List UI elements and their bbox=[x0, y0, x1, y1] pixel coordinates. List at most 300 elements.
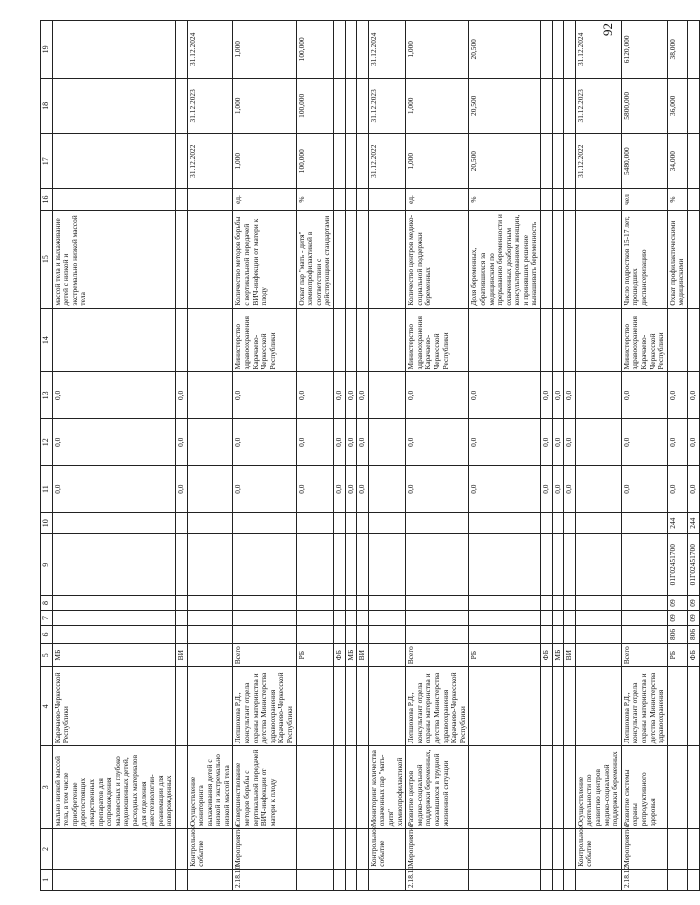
cell-col-13 bbox=[368, 372, 405, 419]
cell-col-2 bbox=[345, 829, 357, 869]
cell-col-8 bbox=[406, 596, 469, 611]
cell-col-12: 0,0 bbox=[52, 419, 175, 466]
cell-col-3 bbox=[564, 746, 576, 829]
cell-col-19 bbox=[552, 21, 564, 79]
cell-col-3: Осуществление деятельности по развитию центров медико-социальной поддержки беременных bbox=[575, 746, 621, 829]
cell-col-9 bbox=[552, 534, 564, 596]
cell-col-3 bbox=[357, 746, 369, 829]
cell-col-14 bbox=[469, 308, 541, 372]
cell-col-1 bbox=[357, 869, 369, 890]
column-number-10: 10 bbox=[41, 513, 53, 534]
table-row bbox=[296, 21, 333, 891]
cell-col-17: 1,000 bbox=[233, 134, 296, 189]
cell-col-3: Осуществление мониторинга выхаживания детей с низкой и экстремально низкой массой тела bbox=[187, 746, 233, 829]
table-row bbox=[187, 21, 233, 891]
cell-col-18 bbox=[175, 78, 187, 133]
cell-col-5: РБ bbox=[296, 643, 333, 666]
cell-col-17: 100,000 bbox=[296, 134, 333, 189]
cell-col-12 bbox=[368, 419, 405, 466]
cell-col-3: мально низкой массой тела, в том числе приобретение дорогостоящих лекарственных препаратов для сопровождения маловесных и глубоко недоношенных детей, расходных материалов для отделения анестезиологии-реанимации для новорожденных bbox=[52, 746, 175, 829]
cell-col-10 bbox=[52, 513, 175, 534]
cell-col-13: 0,0 bbox=[334, 372, 346, 419]
cell-col-5: РБ bbox=[667, 643, 687, 666]
cell-col-16 bbox=[687, 189, 699, 210]
cell-col-13: 0,0 bbox=[345, 372, 357, 419]
cell-col-16 bbox=[368, 189, 405, 210]
cell-col-15 bbox=[564, 210, 576, 308]
cell-col-19: 6120,000 bbox=[621, 21, 667, 79]
cell-col-2 bbox=[296, 829, 333, 869]
cell-col-5: МБ bbox=[52, 643, 175, 666]
cell-col-12: 0,0 bbox=[469, 419, 541, 466]
cell-col-10 bbox=[296, 513, 333, 534]
cell-col-7 bbox=[469, 610, 541, 625]
cell-col-11: 0,0 bbox=[564, 466, 576, 513]
cell-col-11: 0,0 bbox=[541, 466, 553, 513]
cell-col-14 bbox=[175, 308, 187, 372]
cell-col-7 bbox=[345, 610, 357, 625]
cell-col-14 bbox=[187, 308, 233, 372]
table-row bbox=[345, 21, 357, 891]
cell-col-4 bbox=[175, 667, 187, 746]
cell-col-7 bbox=[552, 610, 564, 625]
cell-col-16: % bbox=[296, 189, 333, 210]
cell-col-5: РБ bbox=[469, 643, 541, 666]
cell-col-13: 0,0 bbox=[52, 372, 175, 419]
cell-col-5: Всего bbox=[621, 643, 667, 666]
table-row bbox=[175, 21, 187, 891]
cell-col-11: 0,0 bbox=[406, 466, 469, 513]
cell-col-19 bbox=[357, 21, 369, 79]
cell-col-8 bbox=[345, 596, 357, 611]
cell-col-3 bbox=[334, 746, 346, 829]
column-number-16: 16 bbox=[41, 189, 53, 210]
cell-col-16 bbox=[575, 189, 621, 210]
cell-col-3 bbox=[469, 746, 541, 829]
cell-col-11: 0,0 bbox=[552, 466, 564, 513]
cell-col-12: 0,0 bbox=[296, 419, 333, 466]
cell-col-4 bbox=[687, 667, 699, 746]
cell-col-2 bbox=[687, 829, 699, 869]
cell-col-9: 01Г02451700 bbox=[667, 534, 687, 596]
cell-col-14 bbox=[334, 308, 346, 372]
cell-col-8 bbox=[175, 596, 187, 611]
cell-col-15 bbox=[345, 210, 357, 308]
cell-col-3 bbox=[667, 746, 687, 829]
column-number-9: 9 bbox=[41, 534, 53, 596]
column-number-1: 1 bbox=[41, 869, 53, 890]
table-row bbox=[233, 21, 296, 891]
cell-col-3: Развитие системы охраны репродуктивного здоровья bbox=[621, 746, 667, 829]
cell-col-5: ФБ bbox=[541, 643, 553, 666]
cell-col-12: 0,0 bbox=[334, 419, 346, 466]
table-row bbox=[687, 21, 699, 891]
cell-col-19: 1,000 bbox=[233, 21, 296, 79]
column-number-4: 4 bbox=[41, 667, 53, 746]
cell-col-6 bbox=[345, 625, 357, 643]
cell-col-17 bbox=[334, 134, 346, 189]
cell-col-5: ВИ bbox=[175, 643, 187, 666]
cell-col-14 bbox=[52, 308, 175, 372]
cell-col-11: 0,0 bbox=[469, 466, 541, 513]
cell-col-5 bbox=[368, 643, 405, 666]
cell-col-5: Всего bbox=[406, 643, 469, 666]
cell-col-2: Контрольное событие bbox=[368, 829, 405, 869]
cell-col-16 bbox=[552, 189, 564, 210]
cell-col-19 bbox=[52, 21, 175, 79]
cell-col-10 bbox=[334, 513, 346, 534]
cell-col-5: МБ bbox=[345, 643, 357, 666]
cell-col-9 bbox=[575, 534, 621, 596]
cell-col-13: 0,0 bbox=[621, 372, 667, 419]
cell-col-18 bbox=[687, 78, 699, 133]
cell-col-14 bbox=[345, 308, 357, 372]
cell-col-10 bbox=[233, 513, 296, 534]
cell-col-4 bbox=[357, 667, 369, 746]
cell-col-13: 0,0 bbox=[406, 372, 469, 419]
cell-col-12: 0,0 bbox=[621, 419, 667, 466]
cell-col-9 bbox=[296, 534, 333, 596]
cell-col-7 bbox=[368, 610, 405, 625]
cell-col-14 bbox=[368, 308, 405, 372]
cell-col-1 bbox=[575, 869, 621, 890]
cell-col-4 bbox=[564, 667, 576, 746]
table-row bbox=[564, 21, 576, 891]
cell-col-17: 1,000 bbox=[406, 134, 469, 189]
cell-col-9 bbox=[406, 534, 469, 596]
table-row bbox=[667, 21, 687, 891]
cell-col-8 bbox=[552, 596, 564, 611]
cell-col-6 bbox=[52, 625, 175, 643]
cell-col-15: Доля беременных, обратившихся за медицинским по прерыванию беременности и охваченных доабортным консультированием женщин, и принявших решение вынашивать беременность bbox=[469, 210, 541, 308]
cell-col-6 bbox=[575, 625, 621, 643]
cell-col-7 bbox=[175, 610, 187, 625]
cell-col-4 bbox=[334, 667, 346, 746]
cell-col-10 bbox=[564, 513, 576, 534]
cell-col-1: 2.18.10 bbox=[233, 869, 296, 890]
cell-col-19: 1,000 bbox=[406, 21, 469, 79]
cell-col-10 bbox=[368, 513, 405, 534]
column-number-18: 18 bbox=[41, 78, 53, 133]
cell-col-2 bbox=[564, 829, 576, 869]
column-number-14: 14 bbox=[41, 308, 53, 372]
cell-col-9 bbox=[187, 534, 233, 596]
cell-col-15: Количество методов борьбы с вертикальной передачей ВИЧ-инфекции от матери к плоду bbox=[233, 210, 296, 308]
cell-col-19 bbox=[175, 21, 187, 79]
cell-col-1 bbox=[564, 869, 576, 890]
cell-col-1 bbox=[541, 869, 553, 890]
cell-col-7 bbox=[564, 610, 576, 625]
cell-col-4 bbox=[552, 667, 564, 746]
cell-col-16 bbox=[52, 189, 175, 210]
cell-col-6 bbox=[187, 625, 233, 643]
cell-col-11 bbox=[368, 466, 405, 513]
cell-col-1 bbox=[345, 869, 357, 890]
cell-col-10 bbox=[406, 513, 469, 534]
cell-col-1 bbox=[667, 869, 687, 890]
table-row bbox=[357, 21, 369, 891]
cell-col-14 bbox=[575, 308, 621, 372]
cell-col-13: 0,0 bbox=[667, 372, 687, 419]
cell-col-2 bbox=[541, 829, 553, 869]
cell-col-9 bbox=[357, 534, 369, 596]
cell-col-5: МБ bbox=[552, 643, 564, 666]
table-row bbox=[541, 21, 553, 891]
cell-col-2 bbox=[175, 829, 187, 869]
cell-col-15: Охват профилактическими медицинскими bbox=[667, 210, 687, 308]
column-number-8: 8 bbox=[41, 596, 53, 611]
cell-col-13 bbox=[575, 372, 621, 419]
cell-col-18: 1,000 bbox=[406, 78, 469, 133]
cell-col-19: 31.12.2024 bbox=[187, 21, 233, 79]
cell-col-15 bbox=[687, 210, 699, 308]
cell-col-1 bbox=[687, 869, 699, 890]
cell-col-4 bbox=[345, 667, 357, 746]
cell-col-13: 0,0 bbox=[541, 372, 553, 419]
cell-col-13: 0,0 bbox=[564, 372, 576, 419]
cell-col-9 bbox=[368, 534, 405, 596]
cell-col-7 bbox=[233, 610, 296, 625]
cell-col-15 bbox=[334, 210, 346, 308]
cell-col-12: 0,0 bbox=[541, 419, 553, 466]
cell-col-19 bbox=[564, 21, 576, 79]
cell-col-10 bbox=[187, 513, 233, 534]
cell-col-8 bbox=[575, 596, 621, 611]
cell-col-3: Развитие центров медико-социальной поддержки беременных, оказавшихся в трудной жизненной ситуации bbox=[406, 746, 469, 829]
cell-col-11 bbox=[575, 466, 621, 513]
cell-col-15: массой тела и выхаживание детей с низкой и экстремально низкой массой тела bbox=[52, 210, 175, 308]
cell-col-19 bbox=[345, 21, 357, 79]
cell-col-15 bbox=[575, 210, 621, 308]
cell-col-17: 5480,000 bbox=[621, 134, 667, 189]
cell-col-2 bbox=[469, 829, 541, 869]
cell-col-15 bbox=[357, 210, 369, 308]
cell-col-11 bbox=[187, 466, 233, 513]
cell-col-7 bbox=[187, 610, 233, 625]
cell-col-2: Мероприятие bbox=[406, 829, 469, 869]
cell-col-8 bbox=[233, 596, 296, 611]
cell-col-18: 20,500 bbox=[469, 78, 541, 133]
cell-col-17 bbox=[552, 134, 564, 189]
cell-col-8 bbox=[469, 596, 541, 611]
cell-col-10: 244 bbox=[667, 513, 687, 534]
cell-col-15 bbox=[187, 210, 233, 308]
cell-col-13: 0,0 bbox=[469, 372, 541, 419]
cell-col-17: 20,500 bbox=[469, 134, 541, 189]
cell-col-17: 31.12.2022 bbox=[368, 134, 405, 189]
cell-col-5: ВИ bbox=[564, 643, 576, 666]
table-row bbox=[406, 21, 469, 891]
cell-col-1: 2.18.12 bbox=[621, 869, 667, 890]
cell-col-12: 0,0 bbox=[406, 419, 469, 466]
program-activities-table bbox=[40, 20, 700, 891]
cell-col-19 bbox=[687, 21, 699, 79]
table-body bbox=[52, 21, 699, 891]
cell-col-18 bbox=[334, 78, 346, 133]
cell-col-1 bbox=[334, 869, 346, 890]
cell-col-14 bbox=[552, 308, 564, 372]
cell-col-9: 01Г02451700 bbox=[687, 534, 699, 596]
cell-col-17 bbox=[175, 134, 187, 189]
cell-col-17 bbox=[357, 134, 369, 189]
cell-col-11: 0,0 bbox=[334, 466, 346, 513]
column-number-13: 13 bbox=[41, 372, 53, 419]
cell-col-4 bbox=[667, 667, 687, 746]
cell-col-7 bbox=[357, 610, 369, 625]
cell-col-6 bbox=[296, 625, 333, 643]
cell-col-6 bbox=[357, 625, 369, 643]
cell-col-9 bbox=[564, 534, 576, 596]
cell-col-8 bbox=[334, 596, 346, 611]
cell-col-9 bbox=[541, 534, 553, 596]
cell-col-12: 0,0 bbox=[357, 419, 369, 466]
cell-col-9 bbox=[233, 534, 296, 596]
cell-col-17 bbox=[52, 134, 175, 189]
table-row bbox=[575, 21, 621, 891]
column-number-5: 5 bbox=[41, 643, 53, 666]
cell-col-4 bbox=[296, 667, 333, 746]
cell-col-10 bbox=[357, 513, 369, 534]
cell-col-14 bbox=[687, 308, 699, 372]
cell-col-7 bbox=[296, 610, 333, 625]
cell-col-12 bbox=[187, 419, 233, 466]
cell-col-8 bbox=[357, 596, 369, 611]
cell-col-16 bbox=[175, 189, 187, 210]
cell-col-2: Мероприятие bbox=[621, 829, 667, 869]
cell-col-8 bbox=[52, 596, 175, 611]
cell-col-2 bbox=[357, 829, 369, 869]
cell-col-10 bbox=[345, 513, 357, 534]
column-number-7: 7 bbox=[41, 610, 53, 625]
cell-col-2: Мероприятие bbox=[233, 829, 296, 869]
cell-col-18 bbox=[52, 78, 175, 133]
cell-col-16: ед. bbox=[233, 189, 296, 210]
cell-col-13: 0,0 bbox=[175, 372, 187, 419]
cell-col-14 bbox=[667, 308, 687, 372]
cell-col-19: 31.12.2024 bbox=[575, 21, 621, 79]
cell-col-11: 0,0 bbox=[621, 466, 667, 513]
cell-col-14: Министерство здравоохранения Карачаево-Черкесской Республики bbox=[233, 308, 296, 372]
cell-col-15 bbox=[552, 210, 564, 308]
cell-col-8 bbox=[564, 596, 576, 611]
cell-col-17 bbox=[541, 134, 553, 189]
cell-col-3 bbox=[296, 746, 333, 829]
cell-col-17: 31.12.2022 bbox=[187, 134, 233, 189]
cell-col-3 bbox=[541, 746, 553, 829]
cell-col-1 bbox=[469, 869, 541, 890]
cell-col-18 bbox=[552, 78, 564, 133]
cell-col-9 bbox=[175, 534, 187, 596]
cell-col-15: Количество центров медико-социальной поддержки беременных bbox=[406, 210, 469, 308]
cell-col-19 bbox=[334, 21, 346, 79]
cell-col-14 bbox=[357, 308, 369, 372]
cell-col-3 bbox=[175, 746, 187, 829]
cell-col-13: 0,0 bbox=[357, 372, 369, 419]
cell-col-11: 0,0 bbox=[687, 466, 699, 513]
cell-col-6 bbox=[552, 625, 564, 643]
cell-col-8 bbox=[296, 596, 333, 611]
cell-col-11: 0,0 bbox=[296, 466, 333, 513]
cell-col-1 bbox=[296, 869, 333, 890]
cell-col-8 bbox=[541, 596, 553, 611]
column-number-2: 2 bbox=[41, 829, 53, 869]
cell-col-6: 806 bbox=[687, 625, 699, 643]
cell-col-6 bbox=[175, 625, 187, 643]
cell-col-1: 2.18.11 bbox=[406, 869, 469, 890]
cell-col-18 bbox=[541, 78, 553, 133]
column-number-3: 3 bbox=[41, 746, 53, 829]
cell-col-12: 0,0 bbox=[345, 419, 357, 466]
cell-col-16: чел bbox=[621, 189, 667, 210]
cell-col-5 bbox=[575, 643, 621, 666]
column-number-17: 17 bbox=[41, 134, 53, 189]
cell-col-15: Охват пар "мать - дитя" химиопрофилактикой в соответствии с действующими стандартами bbox=[296, 210, 333, 308]
cell-col-17: 31.12.2022 bbox=[575, 134, 621, 189]
cell-col-15: Число подростков 15-17 лет, прошедших диспансеризацию bbox=[621, 210, 667, 308]
cell-col-7 bbox=[406, 610, 469, 625]
cell-col-12: 0,0 bbox=[233, 419, 296, 466]
cell-col-10: 244 bbox=[687, 513, 699, 534]
cell-col-13 bbox=[187, 372, 233, 419]
cell-col-10 bbox=[175, 513, 187, 534]
table-row bbox=[52, 21, 175, 891]
cell-col-13: 0,0 bbox=[687, 372, 699, 419]
column-number-6: 6 bbox=[41, 625, 53, 643]
cell-col-7 bbox=[621, 610, 667, 625]
cell-col-16: % bbox=[469, 189, 541, 210]
cell-col-12: 0,0 bbox=[564, 419, 576, 466]
cell-col-14 bbox=[296, 308, 333, 372]
cell-col-19: 100,000 bbox=[296, 21, 333, 79]
table-row bbox=[334, 21, 346, 891]
cell-col-1 bbox=[52, 869, 175, 890]
cell-col-11: 0,0 bbox=[52, 466, 175, 513]
cell-col-14: Министерство здравоохранения Карачаево-Черкесской Республики bbox=[621, 308, 667, 372]
cell-col-18 bbox=[357, 78, 369, 133]
cell-col-14: Министерство здравоохранения Карачаево-Черкесской Республики bbox=[406, 308, 469, 372]
cell-col-17: 34,000 bbox=[667, 134, 687, 189]
cell-col-7 bbox=[52, 610, 175, 625]
cell-col-4: Лепшокова Р.Д., консультант отдела охраны материнства и детства Министерства здравоохранения Карачаево-Черкесской Республики bbox=[406, 667, 469, 746]
table-row bbox=[469, 21, 541, 891]
cell-col-18: 100,000 bbox=[296, 78, 333, 133]
cell-col-13: 0,0 bbox=[233, 372, 296, 419]
cell-col-16: % bbox=[667, 189, 687, 210]
cell-col-10 bbox=[552, 513, 564, 534]
cell-col-17 bbox=[564, 134, 576, 189]
cell-col-1 bbox=[368, 869, 405, 890]
cell-col-11: 0,0 bbox=[233, 466, 296, 513]
cell-col-1 bbox=[187, 869, 233, 890]
cell-col-10 bbox=[575, 513, 621, 534]
cell-col-2 bbox=[52, 829, 175, 869]
cell-col-17 bbox=[345, 134, 357, 189]
cell-col-2: Контрольное событие bbox=[575, 829, 621, 869]
cell-col-7: 09 bbox=[687, 610, 699, 625]
cell-col-14 bbox=[564, 308, 576, 372]
cell-col-12: 0,0 bbox=[175, 419, 187, 466]
cell-col-11: 0,0 bbox=[667, 466, 687, 513]
cell-col-6 bbox=[469, 625, 541, 643]
cell-col-5 bbox=[187, 643, 233, 666]
cell-col-12: 0,0 bbox=[552, 419, 564, 466]
table-row bbox=[552, 21, 564, 891]
cell-col-16 bbox=[564, 189, 576, 210]
column-numbers-row bbox=[41, 21, 53, 891]
cell-col-7 bbox=[575, 610, 621, 625]
cell-col-4 bbox=[368, 667, 405, 746]
cell-col-19: 38,000 bbox=[667, 21, 687, 79]
